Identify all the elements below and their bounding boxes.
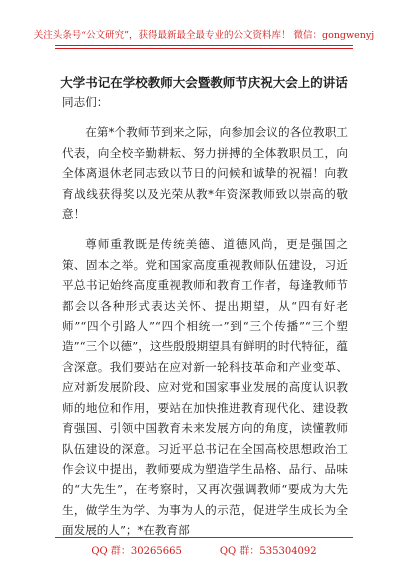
page-header-banner: 关注头条号“公文研究”，获得最新最全最专业的公文资料库！ 微信：gongwenyj xyxy=(33,30,375,41)
footer-qq-group-1: QQ 群：30265665 xyxy=(91,546,182,557)
paragraph-1: 在第*个教师节到来之际，向参加会议的各位教职工代表，向全校辛勤耕耘、努力拼搏的全体教职员工，向全体离退休老同志致以节日的问候和诚挚的祝福！向教育战线获得奖以及光荣从教*年资深教师致以崇高的敬意！ xyxy=(62,125,348,222)
header-rule-bottom xyxy=(55,48,353,49)
footer-rule xyxy=(55,537,353,538)
footer-qq-group-2: QQ 群：535304092 xyxy=(219,546,317,557)
document-title: 大学书记在学校教师大会暨教师节庆祝大会上的讲话 xyxy=(60,75,348,90)
paragraph-2: 尊师重教既是传统美德、道德风尚，更是强国之策、固本之举。党和国家高度重视教师队伍建设，习近平总书记始终高度重视教师和教育工作者，每逢教师节都会以各种形式表达关怀、提出期望，从“四有好老师”“四个引路人”“四个相统一”到“三个传播”“三个塑造”“三个以德”，这些殷殷期望具有鲜明的时代特征，蕴含深意。我们要站在应对新一轮科技革命和产业变革、应对新发展阶段、应对党和国家事业发展的高度认识教师的地位和作用，要站在加快推进教育现代化、建设教育强国、引领中国教育未来发展方向的角度，读懂教师队伍建设的深意。习近平总书记在全国高校思想政治工作会议中提出，教师要成为塑造学生品格、品行、品味的“大先生”，在考察时，又再次强调教师“要成为大先生，做学生为学、为事为人的示范，促进学生成长为全面发展的人”；*在教育部 xyxy=(62,237,348,538)
header-rule-top xyxy=(55,45,353,46)
page-footer xyxy=(0,542,408,557)
document-body xyxy=(62,92,348,541)
salutation: 同志们： xyxy=(62,95,109,109)
